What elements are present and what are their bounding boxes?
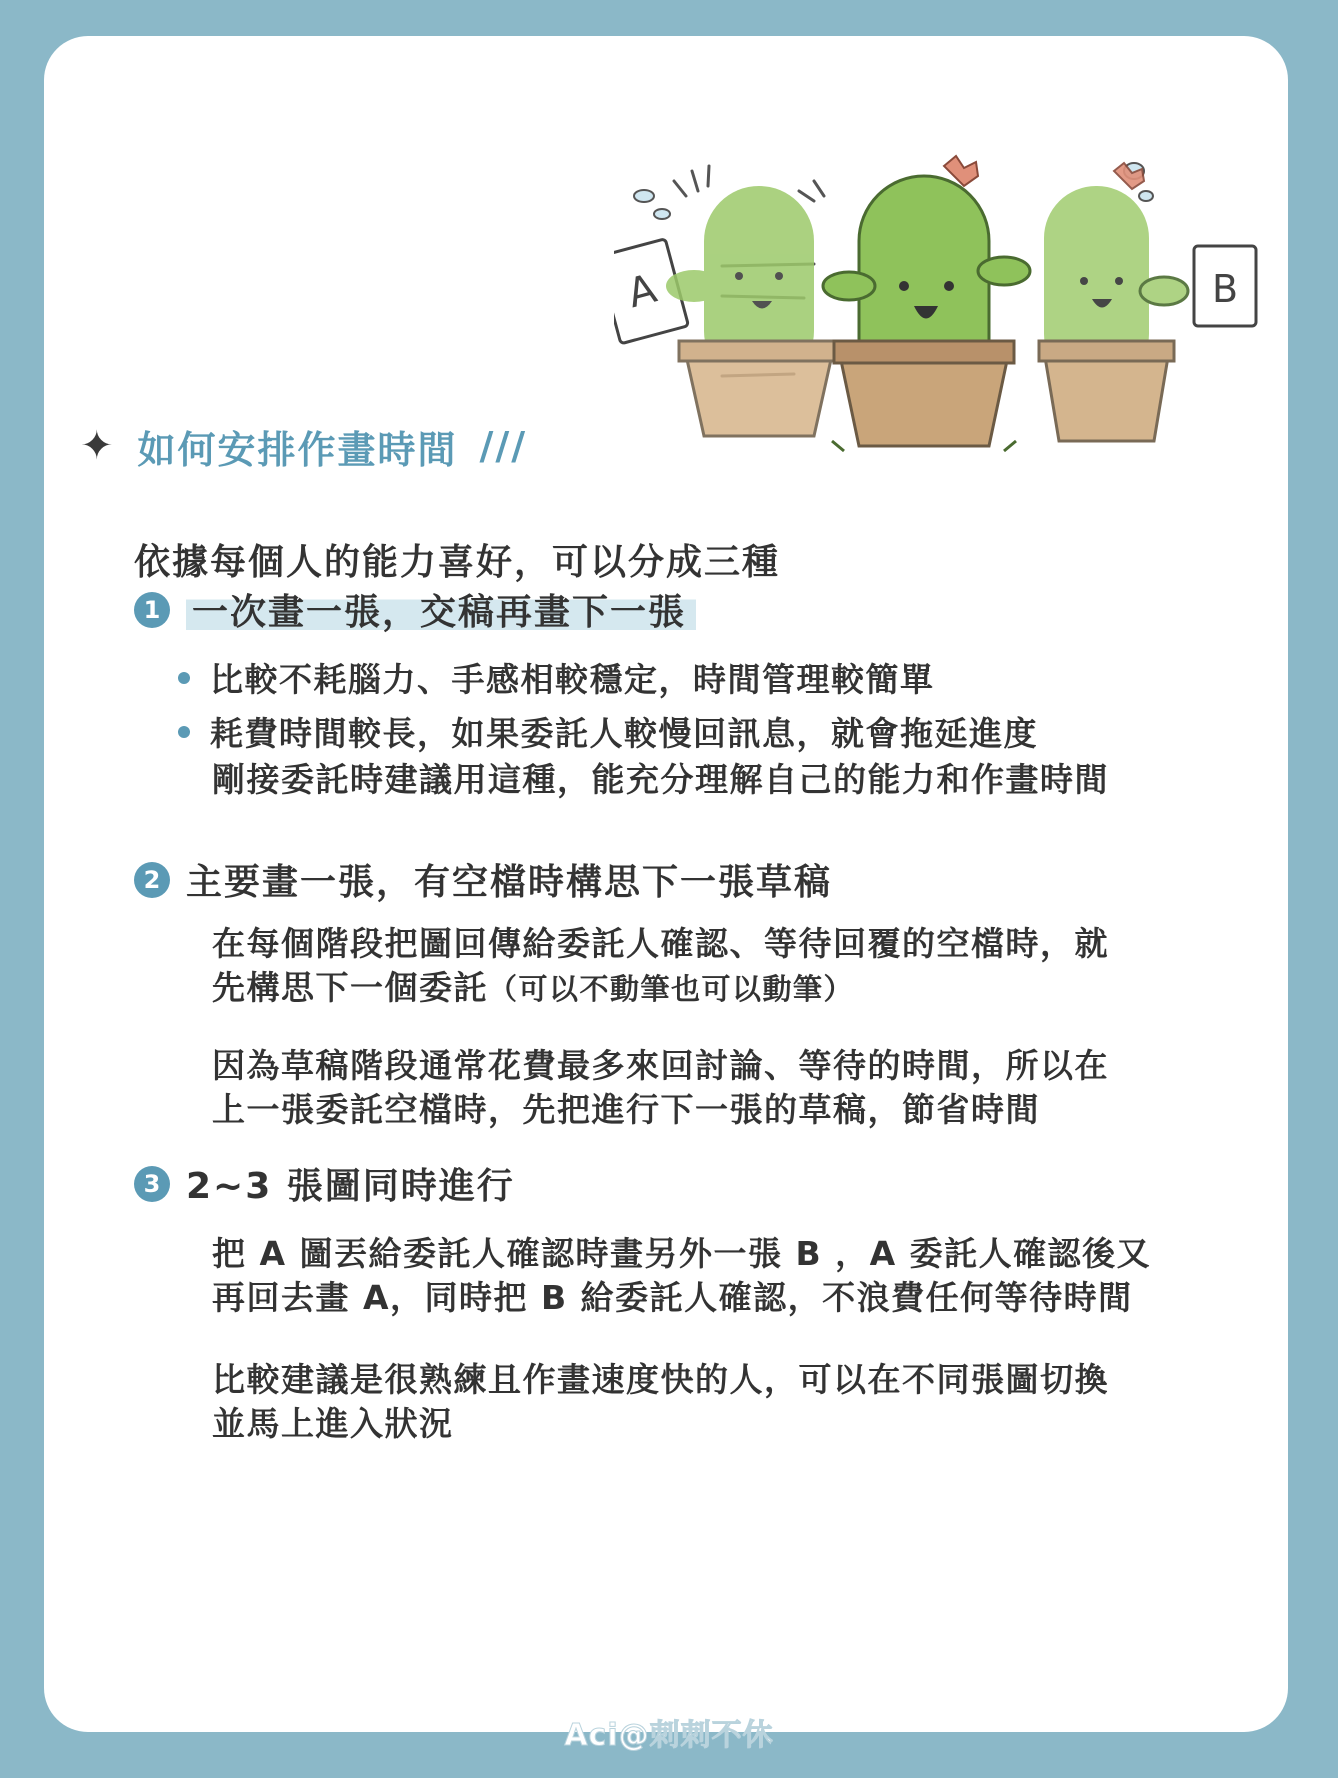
- section-2-paragraph-2: [212, 1044, 1272, 1132]
- card-b-icon: [1194, 246, 1256, 326]
- svg-text:A: A: [622, 265, 662, 318]
- paragraph-line: 因為草稿階段通常花費最多來回討論、等待的時間，所以在: [212, 1046, 1109, 1085]
- section-2-paragraph-1: [212, 922, 1272, 1011]
- paragraph-line: 先構思下一個委託: [212, 968, 488, 1007]
- sparkle-icon: ✦: [80, 423, 116, 469]
- section-heading: [80, 416, 527, 476]
- svg-text:B: B: [1211, 267, 1239, 311]
- section-3-title-text: 2~3 張圖同時進行: [186, 1166, 515, 1207]
- cactus-illustration: [614, 136, 1294, 456]
- bullet-text: 比較不耗腦力、手感相較穩定，時間管理較簡單: [210, 660, 935, 699]
- heading-title: 如何安排作畫時間: [137, 427, 458, 472]
- section-1-title: [134, 584, 696, 635]
- paragraph-line: 把 A 圖丟給委託人確認時畫另外一張 B ，A 委託人確認後又: [212, 1234, 1152, 1273]
- paragraph-line: 並馬上進入狀況: [212, 1404, 454, 1443]
- bullet-dot-icon: [178, 726, 190, 738]
- intro-text: 依據每個人的能力喜好，可以分成三種: [134, 542, 781, 583]
- section-1-title-text: 一次畫一張，交稿再畫下一張: [186, 584, 696, 635]
- section-1-note: 剛接委託時建議用這種，能充分理解自己的能力和作畫時間: [212, 760, 1109, 799]
- list-item: [178, 654, 1268, 701]
- content-card: [44, 36, 1288, 1732]
- watermark: Aci@刺刺不休: [564, 1718, 774, 1753]
- section-3-paragraph-1: [212, 1232, 1272, 1320]
- paragraph-line: 在每個階段把圖回傳給委託人確認、等待回覆的空檔時，就: [212, 924, 1109, 963]
- paragraph-line: 再回去畫 A，同時把 B 給委託人確認，不浪費任何等待時間: [212, 1278, 1133, 1317]
- paragraph-aside: （可以不動筆也可以動筆）: [488, 972, 855, 1006]
- section-2-title-text: 主要畫一張，有空檔時構思下一張草稿: [186, 862, 833, 903]
- paragraph-line: 上一張委託空檔時，先把進行下一張的草稿，節省時間: [212, 1090, 1040, 1129]
- section-3-title: [134, 1158, 515, 1209]
- paragraph-line: 比較建議是很熟練且作畫速度快的人，可以在不同張圖切換: [212, 1360, 1109, 1399]
- list-item: [178, 708, 1268, 755]
- bullet-dot-icon: [178, 672, 190, 684]
- section-3-paragraph-2: [212, 1358, 1272, 1446]
- heading-suffix: ///: [479, 424, 528, 468]
- number-badge-2: 2: [134, 862, 170, 898]
- section-2-title: [134, 854, 832, 905]
- bullet-text: 耗費時間較長，如果委託人較慢回訊息，就會拖延進度: [210, 714, 1038, 753]
- number-badge-3: 3: [134, 1166, 170, 1202]
- number-badge-1: 1: [134, 592, 170, 628]
